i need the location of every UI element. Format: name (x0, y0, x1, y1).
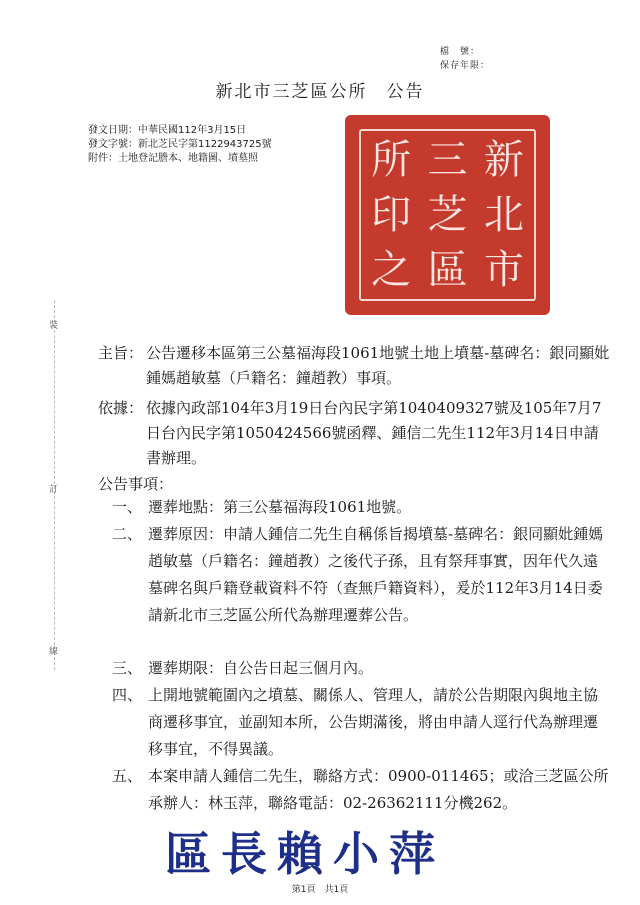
binding-mark-xian: 線 (49, 647, 59, 657)
item-number: 二、 (112, 525, 143, 543)
seal-char: 芝 (427, 191, 468, 238)
basis-section (98, 396, 612, 471)
item-text: 遷葬原因：申請人鍾信二先生自稱係旨揭墳墓-墓碑名：銀同顯妣鍾媽趙敏墓（戶籍名：鐘趙教）之後代子孫，且有祭拜事實，因年代久遠墓碑名與戶籍登載資料不符（查無戶籍資料），爰於112年3月14日委請新北市三芝區公所代為辦理遷葬公告。 (148, 525, 604, 624)
subject-label: 主旨： (98, 344, 144, 362)
item-number: 一、 (112, 498, 143, 516)
seal-char: 三 (427, 137, 468, 184)
seal-char: 新 (483, 137, 524, 184)
official-seal (345, 115, 550, 315)
notice-item (112, 655, 612, 682)
attachments: 附件：土地登記謄本、地籍圖、墳墓照 (88, 153, 258, 164)
item-text: 上開地號範圍內之墳墓、關係人、管理人，請於公告期限內與地主協商遷移事宜，並副知本所，公告期滿後，將由申請人逕行代為辦理遷移事宜，不得異議。 (148, 686, 599, 758)
basis-text: 依據內政部104年3月19日台內民字第1040409327號及105年7月7日台內民字第1050424566號函釋、鍾信二先生112年3月14日申請書辦理。 (146, 399, 602, 467)
item-text: 本案申請人鍾信二先生，聯絡方式：0900-011465；或洽三芝區公所承辦人：林玉萍，聯絡電話：02-26362111分機262。 (148, 767, 609, 812)
basis-label: 依據： (98, 399, 144, 417)
item-text: 遷葬期限：自公告日起三個月內。 (148, 659, 374, 677)
item-number: 五、 (112, 767, 143, 785)
binding-mark-zhuang: 裝 (49, 321, 59, 331)
notice-item (112, 494, 612, 521)
seal-char: 區 (427, 246, 468, 293)
subject-text: 公告遷移本區第三公墓福海段1061地號土地上墳墓-墓碑名：銀同顯妣鍾媽趙敏墓（戶籍名：鐘趙教）事項。 (146, 344, 610, 387)
seal-characters (345, 115, 550, 315)
seal-char: 印 (371, 191, 412, 238)
page-title: 新北市三芝區公所 公告 (215, 82, 425, 102)
seal-char: 北 (483, 191, 524, 238)
signature-stamp: 區長賴小萍 (165, 827, 445, 881)
notice-item (112, 521, 612, 629)
item-number: 三、 (112, 659, 143, 677)
issue-date: 發文日期：中華民國112年3月15日 (88, 125, 247, 136)
notice-item (112, 682, 612, 763)
retention-period-label: 保存年限： (440, 61, 491, 71)
item-number: 四、 (112, 686, 143, 704)
seal-char: 所 (371, 137, 412, 184)
item-text: 遷葬地點：第三公墓福海段1061地號。 (148, 498, 412, 516)
document-number: 發文字號：新北芝民字第1122943725號 (88, 139, 272, 150)
binding-mark-ding: 訂 (49, 485, 59, 495)
subject-section (98, 341, 612, 391)
page-number: 第1頁 共1頁 (291, 885, 349, 895)
seal-char: 市 (483, 246, 524, 293)
notice-item (112, 763, 612, 817)
file-number-label: 檔 號： (440, 47, 481, 57)
seal-char: 之 (371, 246, 412, 293)
notice-items-header: 公告事項： (98, 475, 174, 493)
